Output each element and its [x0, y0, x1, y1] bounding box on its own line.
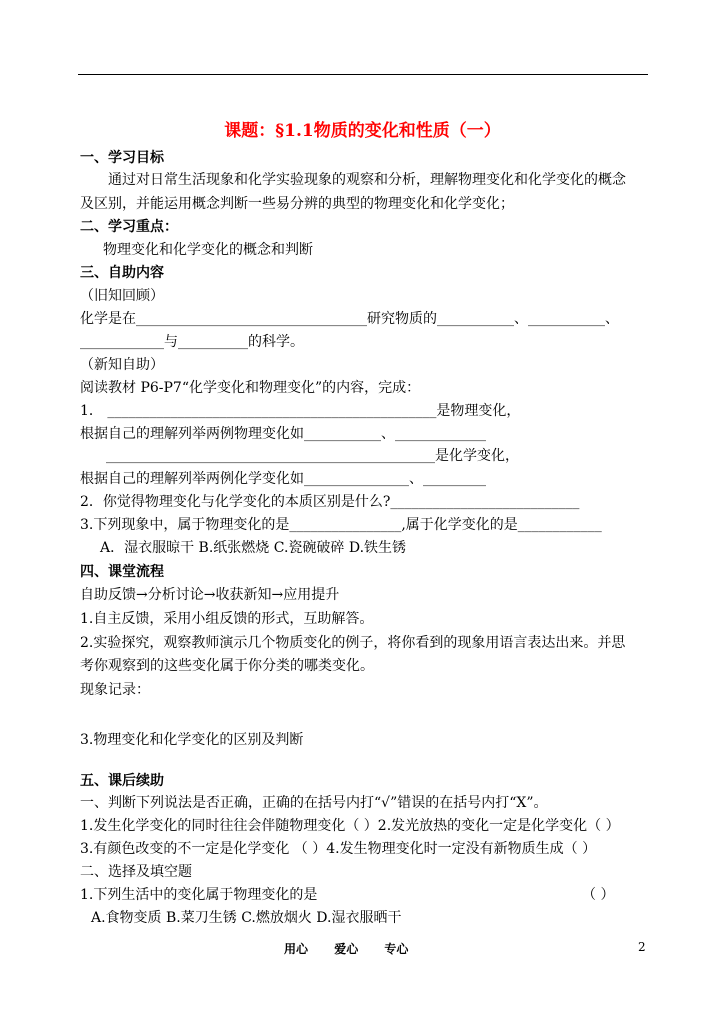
s5-judge-1: 1.发生化学变化的同时往往会伴随物理变化（ ）2.发光放热的变化一定是化学变化（ ） — [80, 818, 620, 834]
s2-line-1: 物理变化和化学变化的概念和判断 — [103, 242, 313, 258]
s3-b3: _______________________________________________是化学变化， — [106, 448, 519, 464]
s1-line-2: 及区别，并能运用概念判断一些易分辨的典型的物理变化和化学变化； — [80, 196, 514, 212]
section-4-heading: 四、课堂流程 — [80, 564, 164, 580]
footer-motto — [284, 940, 430, 957]
s5-choice-1-options: A.食物变质 B.菜刀生锈 C.燃放烟火 D.湿衣服晒干 — [91, 910, 402, 926]
s5-choice-1: 1.下列生活中的变化属于物理变化的是 — [80, 887, 318, 903]
footer-word: 用心 — [284, 942, 309, 956]
s3-old-review: （旧知回顾） — [80, 288, 164, 304]
section-1-heading: 一、学习目标 — [80, 150, 164, 166]
s3-b7: A．湿衣服晾干 B.纸张燃烧 C.瓷碗破碎 D.铁生锈 — [100, 540, 407, 556]
footer-word: 爱心 — [334, 942, 359, 956]
s4-p3: 考你观察到的这些变化属于你分类的哪类变化。 — [80, 658, 374, 674]
section-2-heading: 二、学习重点： — [80, 219, 178, 235]
s5-judge-2: 3.有颜色改变的不一定是化学变化 （ ）4.发生物理变化时一定没有新物质生成（ ） — [80, 841, 597, 857]
s5-choice-1-bracket: （ ） — [582, 887, 615, 903]
s3-b2: 根据自己的理解列举两例物理变化如___________、_____________ — [80, 426, 486, 442]
page-number: 2 — [638, 940, 646, 954]
header-rule — [78, 74, 648, 75]
s3-b5: 2．你觉得物理变化与化学变化的本质区别是什么?___________________________ — [80, 494, 580, 510]
footer-word: 专心 — [384, 942, 409, 956]
s3-b6: 3.下列现象中，属于物理变化的是________________,属于化学变化的是____________ — [80, 517, 602, 533]
s4-p4: 现象记录： — [80, 682, 150, 698]
s3-q1: 化学是在_________________________________研究物质的___________、___________、 — [80, 311, 619, 327]
s3-b4: 根据自己的理解列举两例化学变化如_______________、_________ — [80, 471, 486, 487]
doc-title: 课题：§1.1物质的变化和性质（一） — [224, 121, 501, 141]
s4-flow: 自助反馈→分析讨论→收获新知→应用提升 — [80, 587, 340, 603]
s5-judge-instructions: 一、判断下列说法是否正确，正确的在括号内打“√”错误的在括号内打“X”。 — [80, 795, 548, 811]
section-3-heading: 三、自助内容 — [80, 265, 164, 281]
s4-p5: 3.物理变化和化学变化的区别及判断 — [80, 732, 304, 748]
s1-line-1: 通过对日常生活现象和化学实验现象的观察和分析，理解物理变化和化学变化的概念 — [108, 172, 626, 188]
s4-p2: 2.实验探究，观察教师演示几个物质变化的例子，将你看到的现象用语言表达出来。并思 — [80, 635, 626, 651]
s4-p1: 1.自主反馈，采用小组反馈的形式，互助解答。 — [80, 611, 374, 627]
s3-b1: 1． _______________________________________________是物理变化， — [80, 403, 521, 419]
s5-choice-heading: 二、选择及填空题 — [80, 864, 192, 880]
s3-read: 阅读教材 P6-P7“化学变化和物理变化”的内容，完成： — [80, 380, 421, 396]
s3-new-self-help: （新知自助） — [80, 357, 164, 373]
s3-q2: ____________与__________的科学。 — [80, 334, 304, 350]
section-5-heading: 五、课后续助 — [80, 773, 164, 789]
